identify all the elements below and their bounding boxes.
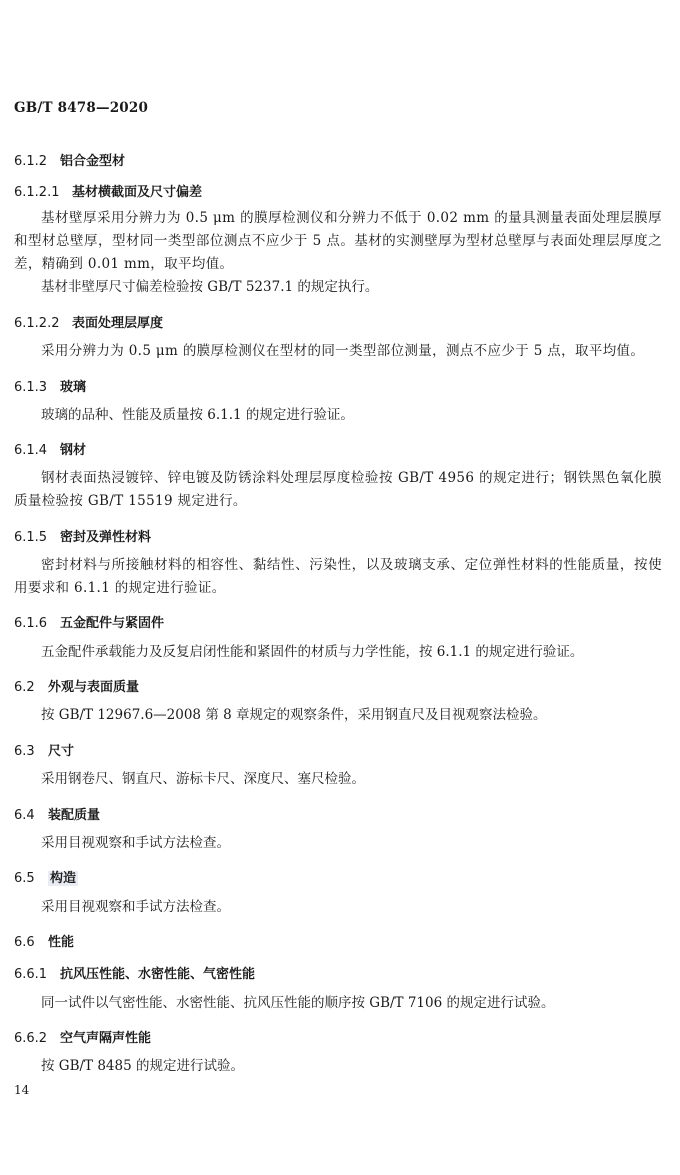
section-number: 6.1.2.1 — [14, 185, 60, 200]
paragraph: 基材壁厚采用分辨力为 0.5 μm 的膜厚检测仪和分辨力不低于 0.02 mm 的量具测量表面处理层膜厚和型材总壁厚，型材同一类型部位测点不应少于 5 点。基材的实测壁厚为型材总壁厚与表面处理层厚度之差，精确到 0.01 mm，取平均值。 — [14, 210, 662, 272]
section-heading — [14, 612, 662, 631]
paragraph: 采用分辨力为 0.5 μm 的膜厚检测仪在型材的同一类型部位测量，测点不应少于 5 点，取平均值。 — [41, 343, 645, 359]
section-number: 6.1.2.2 — [14, 316, 60, 331]
paragraph: 按 GB/T 8485 的规定进行试验。 — [41, 1058, 244, 1074]
section-title: 玻璃 — [60, 380, 87, 395]
paragraph: 玻璃的品种、性能及质量按 6.1.1 的规定进行验证。 — [41, 407, 354, 423]
section-number: 6.1.6 — [14, 616, 48, 631]
section-number: 6.6.1 — [14, 967, 48, 982]
section-number: 6.1.3 — [14, 380, 48, 395]
section-heading — [14, 312, 662, 331]
section-title: 外观与表面质量 — [48, 680, 140, 695]
section-heading — [14, 867, 662, 886]
section-number: 6.1.4 — [14, 443, 48, 458]
section-title: 空气声隔声性能 — [60, 1031, 152, 1046]
page-number: 14 — [14, 1083, 30, 1097]
section-heading — [14, 376, 662, 395]
section-heading — [14, 526, 662, 545]
section-heading — [14, 150, 662, 169]
section-heading — [14, 676, 662, 695]
section-title: 五金配件与紧固件 — [60, 616, 165, 631]
section-heading — [14, 963, 662, 982]
paragraph: 采用目视观察和手试方法检查。 — [41, 899, 230, 915]
paragraph: 基材非壁厚尺寸偏差检验按 GB/T 5237.1 的规定执行。 — [41, 279, 379, 295]
section-number: 6.4 — [14, 808, 35, 823]
section-number: 6.1.5 — [14, 530, 48, 545]
section-heading — [14, 1027, 662, 1046]
section-title: 尺寸 — [48, 744, 75, 759]
section-title: 铝合金型材 — [60, 154, 126, 169]
section-number: 6.1.2 — [14, 154, 48, 169]
section-title: 钢材 — [60, 443, 87, 458]
section-title: 抗风压性能、水密性能、气密性能 — [60, 967, 256, 982]
section-number: 6.2 — [14, 680, 35, 695]
section-title: 构造 — [50, 871, 77, 886]
standard-header: GB/T 8478—2020 — [14, 100, 149, 116]
paragraph: 五金配件承载能力及反复启闭性能和紧固件的材质与力学性能，按 6.1.1 的规定进行验证。 — [41, 644, 584, 660]
section-number: 6.3 — [14, 744, 35, 759]
section-heading — [14, 931, 662, 950]
section-title: 基材横截面及尺寸偏差 — [72, 185, 203, 200]
section-title: 装配质量 — [48, 808, 101, 823]
section-number: 6.6 — [14, 935, 35, 950]
paragraph: 密封材料与所接触材料的相容性、黏结性、污染性，以及玻璃支承、定位弹性材料的性能质量，按使用要求和 6.1.1 的规定进行验证。 — [14, 557, 662, 596]
paragraph: 钢材表面热浸镀锌、锌电镀及防锈涂料处理层厚度检验按 GB/T 4956 的规定进行；钢铁黑色氧化膜质量检验按 GB/T 15519 规定进行。 — [14, 470, 662, 509]
section-heading — [14, 181, 662, 200]
paragraph: 按 GB/T 12967.6—2008 第 8 章规定的观察条件，采用钢直尺及目视观察法检验。 — [41, 707, 547, 723]
section-heading — [14, 740, 662, 759]
paragraph: 采用钢卷尺、钢直尺、游标卡尺、深度尺、塞尺检验。 — [41, 771, 365, 787]
section-title: 密封及弹性材料 — [60, 530, 152, 545]
section-title: 表面处理层厚度 — [72, 316, 164, 331]
section-heading — [14, 804, 662, 823]
section-number: 6.5 — [14, 871, 35, 886]
paragraph: 同一试件以气密性能、水密性能、抗风压性能的顺序按 GB/T 7106 的规定进行试验。 — [41, 995, 555, 1011]
section-number: 6.6.2 — [14, 1031, 48, 1046]
section-title: 性能 — [48, 935, 75, 950]
section-heading — [14, 439, 662, 458]
paragraph: 采用目视观察和手试方法检查。 — [41, 835, 230, 851]
